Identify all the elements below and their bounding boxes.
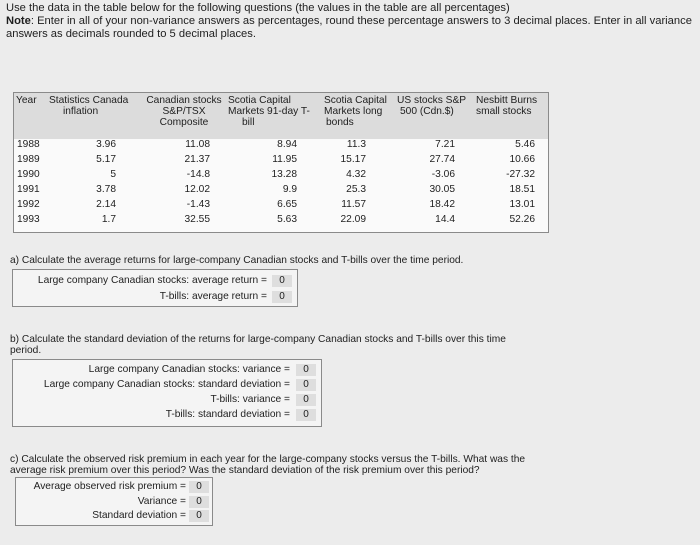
value-cell: 32.55 (184, 214, 210, 225)
part-c-answer-box (15, 477, 213, 526)
value-cell: 21.37 (184, 154, 210, 165)
part-c-row (16, 495, 212, 509)
value-cell: 5.63 (277, 214, 297, 225)
part-c-row (16, 509, 212, 523)
value-cell: 8.94 (277, 139, 297, 150)
value-cell: 5.17 (96, 154, 116, 165)
value-cell: 11.57 (341, 199, 366, 210)
part-b-row (13, 363, 321, 377)
value-cell: 52.26 (509, 214, 535, 225)
year-cell: 1991 (17, 184, 40, 195)
value-cell: 5.46 (515, 139, 535, 150)
std-dev-tbills-input[interactable]: 0 (296, 409, 316, 421)
value-cell: -14.8 (186, 169, 210, 180)
table-row (14, 214, 548, 229)
note-label: Note (6, 15, 31, 27)
part-b-row (13, 378, 321, 392)
value-cell: 4.32 (346, 169, 366, 180)
value-cell: 22.09 (340, 214, 366, 225)
value-cell: 11.08 (185, 139, 210, 150)
instructions-line-1: Use the data in the table below for the following questions (the values in the table are all percentages) (6, 2, 510, 14)
value-cell: 12.02 (184, 184, 210, 195)
part-a-answer-box (12, 269, 298, 307)
table-row (14, 184, 548, 199)
value-cell: 5 (110, 169, 116, 180)
value-cell: 6.65 (277, 199, 297, 210)
header-inflation: Statistics Canada inflation (49, 95, 129, 117)
year-cell: 1993 (17, 214, 40, 225)
header-long-bonds: Scotia Capital Markets long bonds (324, 95, 387, 128)
part-a-row (13, 274, 297, 288)
part-b-answer-box (12, 359, 322, 427)
header-year: Year (16, 95, 37, 106)
part-a-row (13, 290, 297, 304)
table-row (14, 169, 548, 184)
year-cell: 1992 (17, 199, 40, 210)
returns-table (13, 92, 549, 233)
std-dev-tbills-label: T-bills: standard deviation = (165, 409, 290, 420)
value-cell: 10.66 (509, 154, 535, 165)
value-cell: 7.21 (435, 139, 455, 150)
instructions-note (6, 15, 696, 41)
variance-tbills-label: T-bills: variance = (210, 394, 290, 405)
value-cell: 2.14 (96, 199, 116, 210)
avg-return-stocks-input[interactable]: 0 (272, 275, 292, 287)
risk-premium-variance-input[interactable]: 0 (189, 496, 209, 508)
header-small-stocks: Nesbitt Burns small stocks (476, 95, 538, 117)
value-cell: 1.7 (101, 214, 116, 225)
variance-tbills-input[interactable]: 0 (296, 394, 316, 406)
part-c-question: c) Calculate the observed risk premium in each year for the large-company stocks versus the T-bills. What was the average risk premium over this period? Was the standard deviation of the risk premium over this period? (10, 454, 526, 476)
value-cell: -1.43 (186, 199, 210, 210)
value-cell: -27.32 (506, 169, 535, 180)
avg-return-tbills-label: T-bills: average return = (159, 291, 267, 302)
table-header (14, 93, 548, 139)
value-cell: 9.9 (282, 184, 297, 195)
part-b-row (13, 393, 321, 407)
std-dev-stocks-input[interactable]: 0 (296, 379, 316, 391)
risk-premium-variance-label: Variance = (137, 496, 186, 507)
table-row (14, 199, 548, 214)
year-cell: 1988 (17, 139, 40, 150)
header-canadian-stocks: Canadian stocks S&P/TSX Composite (146, 95, 222, 128)
avg-risk-premium-label: Average observed risk premium = (33, 481, 186, 492)
year-cell: 1989 (17, 154, 40, 165)
avg-return-tbills-input[interactable]: 0 (272, 291, 292, 303)
value-cell: 25.3 (346, 184, 366, 195)
instructions (6, 2, 696, 41)
value-cell: 13.28 (271, 169, 297, 180)
value-cell: 30.05 (429, 184, 455, 195)
value-cell: 14.4 (435, 214, 455, 225)
value-cell: 18.51 (509, 184, 535, 195)
part-b-question: b) Calculate the standard deviation of the returns for large-company Canadian stocks and T-bills over this time period. (10, 334, 506, 356)
header-t-bills: Scotia Capital Markets 91-day T- bill (228, 95, 310, 128)
value-cell: 18.42 (429, 199, 455, 210)
variance-stocks-input[interactable]: 0 (296, 364, 316, 376)
avg-return-stocks-label: Large company Canadian stocks: average return = (37, 275, 267, 286)
part-c-row (16, 480, 212, 494)
value-cell: 27.74 (429, 154, 455, 165)
value-cell: 11.95 (272, 154, 297, 165)
avg-risk-premium-input[interactable]: 0 (189, 481, 209, 493)
std-dev-stocks-label: Large company Canadian stocks: standard deviation = (43, 379, 290, 390)
year-cell: 1990 (17, 169, 40, 180)
value-cell: 13.01 (509, 199, 535, 210)
part-b-row (13, 408, 321, 422)
risk-premium-std-dev-label: Standard deviation = (92, 510, 186, 521)
risk-premium-std-dev-input[interactable]: 0 (189, 510, 209, 522)
value-cell: 3.78 (96, 184, 116, 195)
header-us-stocks: US stocks S&P 500 (Cdn.$) (397, 95, 467, 117)
table-row (14, 139, 548, 154)
note-text: : Enter in all of your non-variance answers as percentages, round these percentage answers to 3 decimal places. Enter in all variance answers as decimals rounded to 5 decimal places. (6, 15, 692, 40)
value-cell: 11.3 (346, 139, 366, 150)
value-cell: 15.17 (340, 154, 366, 165)
value-cell: 3.96 (96, 139, 116, 150)
part-a-question: a) Calculate the average returns for large-company Canadian stocks and T-bills over the time period. (10, 255, 464, 266)
value-cell: -3.06 (431, 169, 455, 180)
variance-stocks-label: Large company Canadian stocks: variance = (88, 364, 290, 375)
table-row (14, 154, 548, 169)
